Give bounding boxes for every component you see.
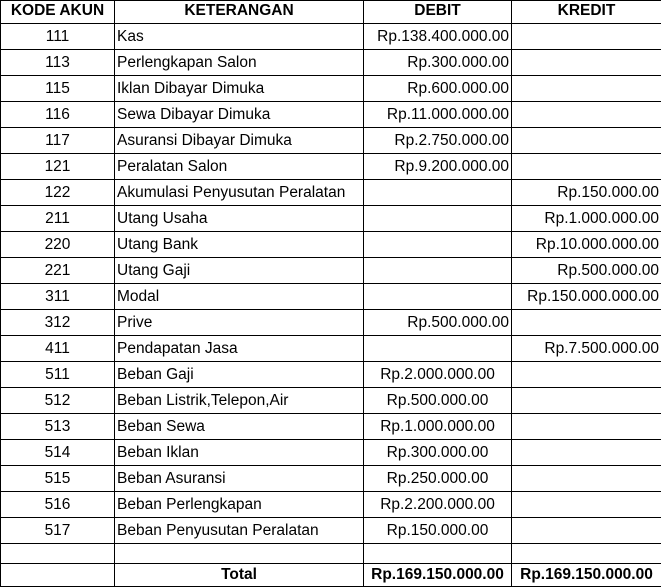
account-description-cell: Pendapatan Jasa	[115, 336, 364, 362]
credit-cell	[512, 154, 661, 180]
credit-cell	[512, 76, 661, 102]
account-description-cell: Utang Bank	[115, 232, 364, 258]
debit-cell: Rp.138.400.000.00	[364, 24, 512, 50]
header-debit: DEBIT	[364, 1, 512, 24]
account-description-cell: Kas	[115, 24, 364, 50]
account-code-cell: 121	[1, 154, 115, 180]
total-debit: Rp.169.150.000.00	[364, 564, 512, 587]
account-code-cell: 515	[1, 466, 115, 492]
total-kredit: Rp.169.150.000.00	[512, 564, 661, 587]
table-row	[1, 414, 661, 440]
table-row	[1, 50, 661, 76]
credit-cell	[512, 50, 661, 76]
debit-cell: Rp.2.750.000.00	[364, 128, 512, 154]
blank-row	[1, 544, 661, 564]
account-description-cell: Beban Perlengkapan	[115, 492, 364, 518]
account-code-cell: 516	[1, 492, 115, 518]
debit-cell: Rp.500.000.00	[364, 310, 512, 336]
account-code-cell: 517	[1, 518, 115, 544]
table-row	[1, 440, 661, 466]
credit-cell: Rp.1.000.000.00	[512, 206, 661, 232]
account-code-cell: 116	[1, 102, 115, 128]
header-row	[1, 1, 661, 24]
table-row	[1, 310, 661, 336]
table-row	[1, 362, 661, 388]
table-row	[1, 284, 661, 310]
account-description-cell: Utang Gaji	[115, 258, 364, 284]
account-description-cell: Modal	[115, 284, 364, 310]
debit-cell	[364, 206, 512, 232]
account-code-cell: 512	[1, 388, 115, 414]
account-code-cell: 115	[1, 76, 115, 102]
credit-cell	[512, 388, 661, 414]
table-row	[1, 492, 661, 518]
total-label: Total	[115, 564, 364, 587]
credit-cell	[512, 24, 661, 50]
header-kredit: KREDIT	[512, 1, 661, 24]
table-row	[1, 76, 661, 102]
credit-cell: Rp.150.000.000.00	[512, 284, 661, 310]
ledger-body	[1, 24, 661, 544]
table-row	[1, 518, 661, 544]
debit-cell	[364, 284, 512, 310]
debit-cell: Rp.9.200.000.00	[364, 154, 512, 180]
credit-cell: Rp.500.000.00	[512, 258, 661, 284]
credit-cell	[512, 362, 661, 388]
debit-cell: Rp.11.000.000.00	[364, 102, 512, 128]
credit-cell	[512, 440, 661, 466]
account-code-cell: 311	[1, 284, 115, 310]
account-description-cell: Asuransi Dibayar Dimuka	[115, 128, 364, 154]
table-row	[1, 180, 661, 206]
account-description-cell: Akumulasi Penyusutan Peralatan	[115, 180, 364, 206]
account-code-cell: 511	[1, 362, 115, 388]
total-row	[1, 564, 661, 587]
total-empty-cell	[1, 564, 115, 587]
debit-cell	[364, 180, 512, 206]
account-code-cell: 513	[1, 414, 115, 440]
account-description-cell: Utang Usaha	[115, 206, 364, 232]
account-description-cell: Peralatan Salon	[115, 154, 364, 180]
header-kode-akun: KODE AKUN	[1, 1, 115, 24]
credit-cell	[512, 492, 661, 518]
credit-cell	[512, 518, 661, 544]
account-description-cell: Iklan Dibayar Dimuka	[115, 76, 364, 102]
account-description-cell: Beban Listrik,Telepon,Air	[115, 388, 364, 414]
debit-cell: Rp.600.000.00	[364, 76, 512, 102]
header-keterangan: KETERANGAN	[115, 1, 364, 24]
table-row	[1, 232, 661, 258]
table-row	[1, 102, 661, 128]
debit-cell: Rp.2.000.000.00	[364, 362, 512, 388]
credit-cell	[512, 128, 661, 154]
account-description-cell: Beban Sewa	[115, 414, 364, 440]
debit-cell: Rp.300.000.00	[364, 50, 512, 76]
account-code-cell: 221	[1, 258, 115, 284]
debit-cell: Rp.250.000.00	[364, 466, 512, 492]
debit-cell: Rp.150.000.00	[364, 518, 512, 544]
credit-cell	[512, 466, 661, 492]
account-description-cell: Prive	[115, 310, 364, 336]
table-row	[1, 24, 661, 50]
debit-cell: Rp.2.200.000.00	[364, 492, 512, 518]
account-description-cell: Beban Gaji	[115, 362, 364, 388]
credit-cell	[512, 102, 661, 128]
account-code-cell: 220	[1, 232, 115, 258]
account-description-cell: Sewa Dibayar Dimuka	[115, 102, 364, 128]
credit-cell: Rp.10.000.000.00	[512, 232, 661, 258]
debit-cell: Rp.1.000.000.00	[364, 414, 512, 440]
table-row	[1, 258, 661, 284]
debit-cell: Rp.300.000.00	[364, 440, 512, 466]
account-description-cell: Beban Penyusutan Peralatan	[115, 518, 364, 544]
account-code-cell: 117	[1, 128, 115, 154]
account-description-cell: Beban Iklan	[115, 440, 364, 466]
debit-cell	[364, 336, 512, 362]
debit-cell	[364, 258, 512, 284]
credit-cell	[512, 414, 661, 440]
account-code-cell: 111	[1, 24, 115, 50]
table-row	[1, 128, 661, 154]
table-row	[1, 154, 661, 180]
blank-cell	[1, 544, 115, 564]
blank-cell	[364, 544, 512, 564]
account-code-cell: 312	[1, 310, 115, 336]
account-description-cell: Beban Asuransi	[115, 466, 364, 492]
credit-cell	[512, 310, 661, 336]
table-row	[1, 466, 661, 492]
credit-cell: Rp.7.500.000.00	[512, 336, 661, 362]
debit-cell	[364, 232, 512, 258]
account-description-cell: Perlengkapan Salon	[115, 50, 364, 76]
account-code-cell: 211	[1, 206, 115, 232]
credit-cell: Rp.150.000.00	[512, 180, 661, 206]
account-code-cell: 514	[1, 440, 115, 466]
account-code-cell: 113	[1, 50, 115, 76]
blank-cell	[512, 544, 661, 564]
table-row	[1, 206, 661, 232]
blank-cell	[115, 544, 364, 564]
table-row	[1, 336, 661, 362]
account-code-cell: 122	[1, 180, 115, 206]
table-row	[1, 388, 661, 414]
account-code-cell: 411	[1, 336, 115, 362]
debit-cell: Rp.500.000.00	[364, 388, 512, 414]
